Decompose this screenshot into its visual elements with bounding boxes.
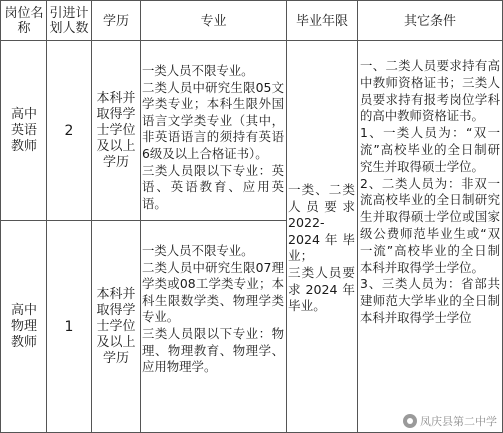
header-other: 其它条件: [403, 13, 456, 29]
row1-major-line2: 二类人员中研究生限05文学类专业；本科生限外国语言文学类专业（其中，非英语语言的须持有英语6级及以上合格证书）。: [142, 79, 284, 161]
row1-plan: 2: [64, 122, 74, 139]
watermark: [403, 413, 497, 429]
row2-plan: 1: [64, 318, 74, 335]
other-line3: 2、二类人员为：非双一流高校毕业的全日制研究生并取得硕士学位或国家级公费师范毕业生或“双一流”高校毕业的全日制本科并取得学士学位。: [360, 175, 500, 275]
other-text: [360, 58, 500, 327]
other-line1: 一、二类人员要求持有高中教师资格证书；三类人员要求持有报考岗位学科的高中教师资格证书。: [360, 58, 500, 124]
row2-major-line1: 一类人员不限专业。: [142, 243, 254, 258]
row1-major: [142, 63, 284, 212]
header-plan: 引进计划人数: [49, 6, 89, 36]
row2-major-line2: 二类人员中研究生限07理学类或08工学类专业；本科生限数学类、物理学类专业。: [142, 259, 284, 325]
row2-post: 高中物理教师: [10, 302, 37, 350]
years-line1: 一类、二类人员要求2022-2024年毕业；: [288, 182, 355, 264]
header-major: 专业: [200, 13, 227, 29]
header-edu: 学历: [102, 13, 129, 29]
row2-major-line3: 三类人员限以下专业：物理、物理教育、物理学、应用物理学。: [142, 325, 284, 375]
row1-major-line1: 一类人员不限专业。: [142, 63, 254, 78]
header-post: 岗位名称: [4, 6, 44, 36]
row2-edu: 本科并取得学士学位及以上学历: [96, 286, 136, 366]
other-line2: 1、一类人员为：“双一流”高校毕业的全日制研究生并取得硕士学位。: [360, 125, 500, 174]
years-text: [288, 182, 355, 315]
other-line4: 3、三类人员为：省部共建师范大学毕业的全日制本科并取得学士学位: [360, 276, 500, 325]
row2-major: [142, 243, 284, 376]
row1-edu: 本科并取得学士学位及以上学历: [96, 90, 136, 170]
header-years: 毕业年限: [295, 13, 348, 29]
row1-major-line3: 三类人员限以下专业：英语、英语教育、应用英语。: [142, 162, 284, 211]
wechat-logo-icon: [403, 414, 417, 428]
watermark-text: 凤庆县第二中学: [420, 415, 497, 428]
row1-post: 高中英语教师: [10, 106, 37, 154]
years-line2: 三类人员要求2024年毕业。: [288, 264, 355, 314]
